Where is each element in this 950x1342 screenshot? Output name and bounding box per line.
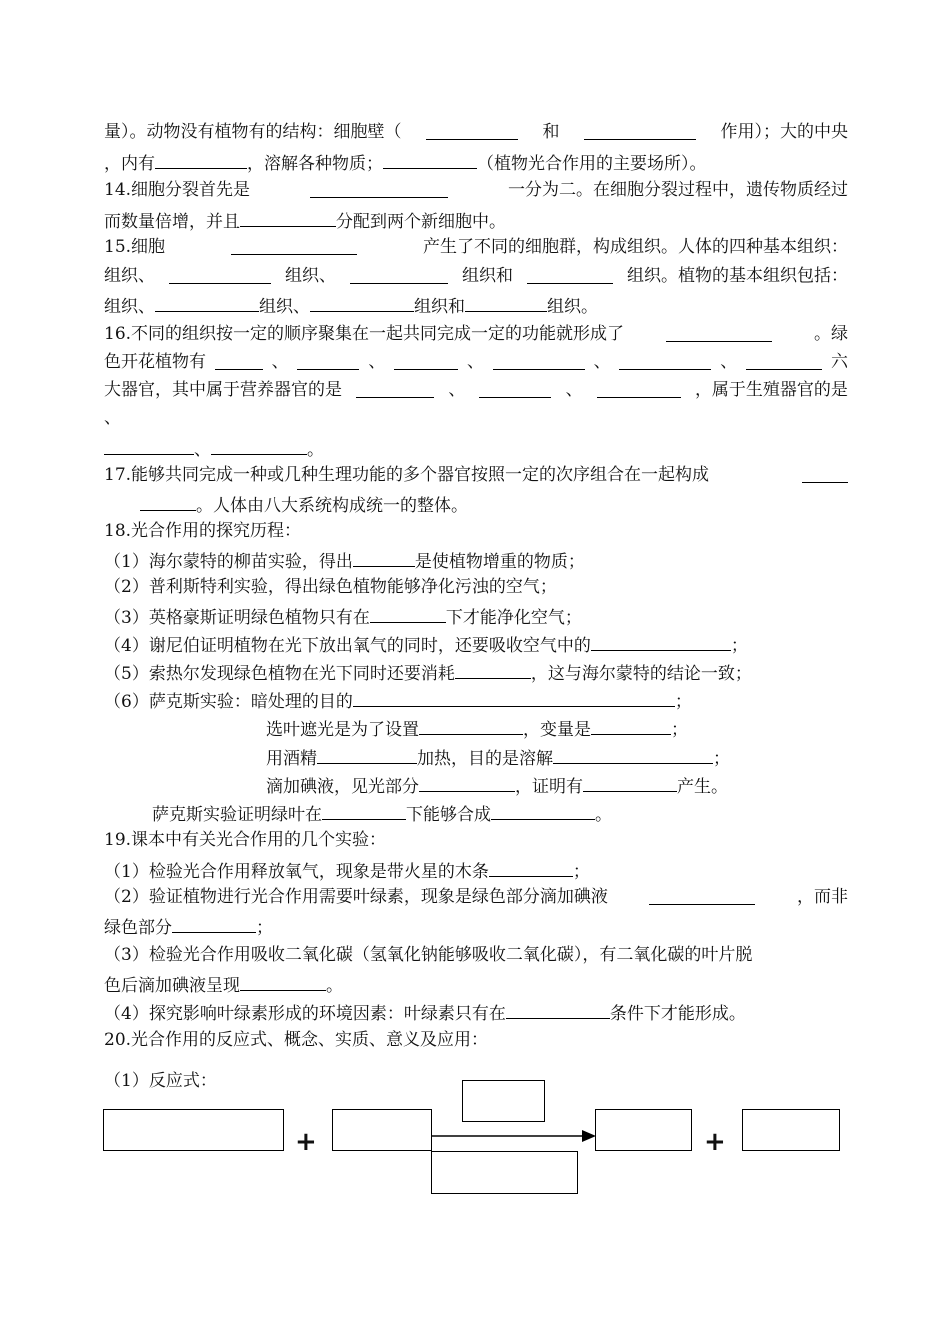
blank[interactable] <box>455 661 531 679</box>
blank[interactable] <box>597 380 681 398</box>
blank[interactable] <box>426 122 518 140</box>
question-20: 20.光合作用的反应式、概念、实质、意义及应用： <box>104 1030 489 1050</box>
blank[interactable] <box>489 859 573 877</box>
question-16-sep: 、 <box>104 408 121 428</box>
site-box[interactable] <box>431 1151 578 1194</box>
q19-item-4: （4）探究影响叶绿素形成的环境因素：叶绿素只有在 条件下才能形成。 <box>104 1001 746 1024</box>
blank[interactable] <box>356 380 434 398</box>
q19-item-1: （1）检验光合作用释放氧气，现象是带火星的木条 ； <box>104 859 590 882</box>
question-16-reproductive: 、 。 <box>104 437 324 460</box>
blank[interactable] <box>310 180 448 198</box>
q18-item-5: （5）索热尔发现绿色植物在光下同时还要消耗 ，这与海尔蒙特的结论一致； <box>104 661 752 684</box>
blank[interactable] <box>493 352 585 370</box>
blank[interactable] <box>584 122 696 140</box>
question-17: 17.能够共同完成一种或几种生理功能的多个器官按照一定的次序组合在一起构成 <box>104 465 848 485</box>
question-16-vegetative: 大器官，其中属于营养器官的是 、 、 ，属于生殖器官的是 <box>104 380 848 400</box>
question-16-organs: 色开花植物有 、 、 、 、 、 六 <box>104 352 848 372</box>
blank[interactable] <box>310 294 414 312</box>
blank[interactable] <box>353 549 415 567</box>
blank[interactable] <box>211 437 307 455</box>
blank[interactable] <box>649 887 755 905</box>
blank[interactable] <box>172 915 256 933</box>
reactant-box-2[interactable] <box>332 1109 432 1151</box>
blank[interactable] <box>527 266 613 284</box>
blank[interactable] <box>553 746 713 764</box>
reactant-box-1[interactable] <box>103 1109 284 1151</box>
blank[interactable] <box>491 802 595 820</box>
blank[interactable] <box>419 717 523 735</box>
blank[interactable] <box>353 689 675 707</box>
q18-item-1: （1）海尔蒙特的柳苗实验，得出 是使植物增重的物质； <box>104 549 585 572</box>
blank[interactable] <box>583 774 677 792</box>
blank[interactable] <box>155 294 259 312</box>
q20-equation-label: （1）反应式： <box>104 1071 217 1091</box>
q19-item-2-cont: 绿色部分 ； <box>104 915 273 938</box>
blank[interactable] <box>240 209 336 227</box>
q18-sachs-conclusion: 萨克斯实验证明绿叶在 下能够合成 。 <box>152 802 612 825</box>
q19-item-3: （3）检验光合作用吸收二氧化碳（氢氧化钠能够吸收二氧化碳），有二氧化碳的叶片脱 <box>104 945 753 965</box>
reaction-arrow <box>430 1128 598 1144</box>
blank[interactable] <box>394 352 458 370</box>
question-15-plant-tissues: 组织、 组织、 组织和 组织。 <box>104 294 598 317</box>
blank[interactable] <box>591 717 671 735</box>
blank[interactable] <box>240 973 326 991</box>
line-vacuole: ，内有 ，溶解各种物质； （植物光合作用的主要场所）。 <box>104 151 707 174</box>
blank[interactable] <box>370 605 446 623</box>
blank[interactable] <box>140 493 196 511</box>
product-box-1[interactable] <box>595 1109 692 1151</box>
blank[interactable] <box>104 437 194 455</box>
question-17-cont: 。人体由八大系统构成统一的整体。 <box>140 493 468 516</box>
line-cell-wall: 量）。动物没有植物有的结构：细胞壁（ 和 作用）；大的中央 <box>104 122 848 142</box>
question-15-tissues: 组织、 组织、 组织和 组织。植物的基本组织包括： <box>104 266 848 286</box>
question-18: 18.光合作用的探究历程： <box>104 521 302 541</box>
plus-sign: + <box>704 1127 726 1157</box>
q18-item-2: （2）普利斯特利实验，得出绿色植物能够净化污浊的空气； <box>104 577 557 597</box>
q19-item-3-cont: 色后滴加碘液呈现 。 <box>104 973 343 996</box>
blank[interactable] <box>155 151 247 169</box>
plus-sign: + <box>295 1127 317 1157</box>
q18-sachs-iodine: 滴加碘液，见光部分 ，证明有 产生。 <box>266 774 728 797</box>
blank[interactable] <box>231 237 357 255</box>
condition-box[interactable] <box>462 1080 545 1122</box>
q18-sachs-alcohol: 用酒精 加热，目的是溶解 ； <box>266 746 730 769</box>
question-19: 19.课本中有关光合作用的几个实验： <box>104 830 387 850</box>
question-16: 16.不同的组织按一定的顺序聚集在一起共同完成一定的功能就形成了 。绿 <box>104 324 848 344</box>
blank[interactable] <box>350 266 448 284</box>
question-14-cont: 而数量倍增，并且 分配到两个新细胞中。 <box>104 209 506 232</box>
blank[interactable] <box>465 294 547 312</box>
blank[interactable] <box>746 352 822 370</box>
question-15: 15.细胞 产生了不同的细胞群，构成组织。人体的四种基本组织： <box>104 237 848 257</box>
arrow-head <box>582 1130 596 1142</box>
blank[interactable] <box>297 352 359 370</box>
q18-item-3: （3）英格豪斯证明绿色植物只有在 下才能净化空气； <box>104 605 582 628</box>
q18-item-6: （6）萨克斯实验：暗处理的目的 ； <box>104 689 692 712</box>
question-14: 14.细胞分裂首先是 一分为二。在细胞分裂过程中，遗传物质经过 <box>104 180 848 200</box>
blank[interactable] <box>317 746 417 764</box>
product-box-2[interactable] <box>742 1109 840 1151</box>
blank[interactable] <box>383 151 477 169</box>
q19-item-2: （2）验证植物进行光合作用需要叶绿素，现象是绿色部分滴加碘液 ，而非 <box>104 887 848 907</box>
blank[interactable] <box>419 774 515 792</box>
blank[interactable] <box>215 352 263 370</box>
blank[interactable] <box>591 633 731 651</box>
blank[interactable] <box>169 266 271 284</box>
blank[interactable] <box>506 1001 610 1019</box>
blank[interactable] <box>322 802 406 820</box>
blank[interactable] <box>802 465 848 483</box>
q18-sachs-shading: 选叶遮光是为了设置 ，变量是 ； <box>266 717 688 740</box>
blank[interactable] <box>479 380 551 398</box>
blank[interactable] <box>619 352 711 370</box>
blank[interactable] <box>666 324 772 342</box>
q18-item-4: （4）谢尼伯证明植物在光下放出氧气的同时，还要吸收空气中的 ； <box>104 633 748 656</box>
